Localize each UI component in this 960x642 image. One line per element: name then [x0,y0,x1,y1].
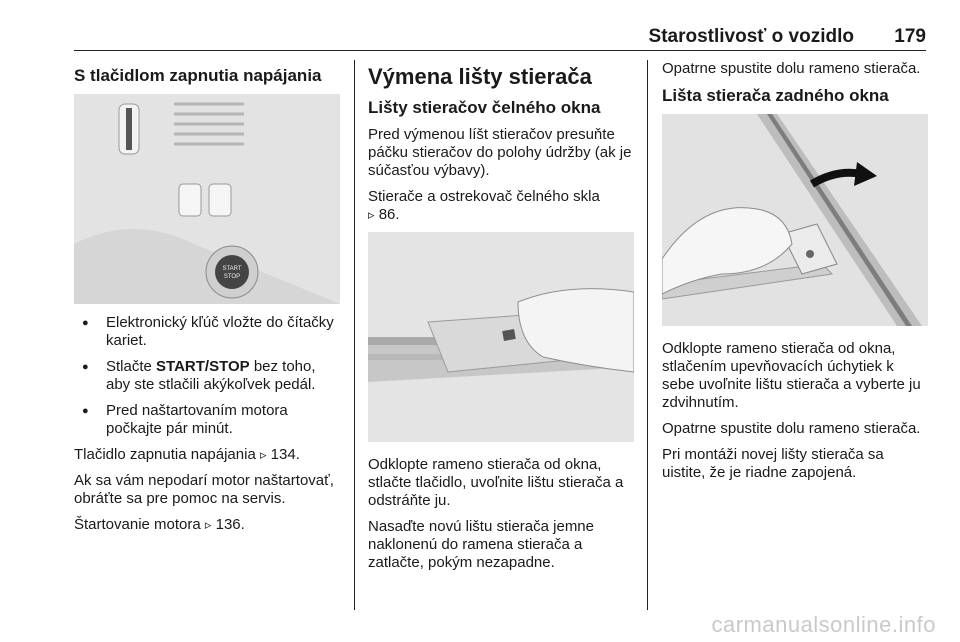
reference-arrow-icon: ▹ [368,207,375,222]
chapter-heading: Výmena lišty stierača [368,64,592,89]
paragraph: Odklopte rameno stierača od okna, stlačte tlačidlo, uvoľnite lištu stierača a odstráňte ju. [368,456,624,509]
rear-wiper-illustration [662,114,928,326]
sub-heading: Lišty stieračov čelného okna [368,98,601,117]
svg-text:STOP: STOP [223,274,241,280]
chapter-title: Starostlivosť o vozidlo [648,26,854,47]
svg-text:START: START [222,266,242,272]
column-divider [354,60,355,610]
paragraph: Opatrne spustite dolu rameno stierača. [662,420,921,437]
power-button-illustration [74,94,340,304]
page-header [74,26,926,51]
column-1 [74,60,342,542]
paragraph: Odklopte rameno stierača od okna, stlačením upevňovacích úchytiek k sebe uvoľnite lištu stierača a vyberte ju zdvihnutím. [662,340,921,411]
paragraph: Tlačidlo zapnutia napájania ▹ 134. [74,446,300,463]
paragraph: Pri montáži novej lišty stierača sa uistite, že je riadne zapojená. [662,446,884,481]
paragraph: Opatrne spustite dolu rameno stierača. [662,60,921,77]
paragraph: Pred výmenou líšt stieračov presuňte páčku stieračov do polohy údržby (ak je súčasťou výbavy). [368,126,632,179]
column-2 [368,60,634,580]
reference-arrow-icon: ▹ [204,517,212,532]
paragraph: Štartovanie motora ▹ 136. [74,516,245,533]
list-item: ● Stlačte START/STOP bez toho, aby ste stlačili akýkoľvek pedál. [74,358,342,394]
paragraph: Stierače a ostrekovač čelného skla ▹ 86. [368,188,600,223]
list-item: ● Elektronický kľúč vložte do čítačky kariet. [74,314,342,350]
paragraph: Ak sa vám nepodarí motor naštartovať, obráťte sa pre pomoc na servis. [74,472,334,507]
column-3 [662,60,928,490]
instruction-list [74,314,342,438]
paragraph: Nasaďte novú lištu stierača jemne naklonenú do ramena stierača a zatlačte, pokým nezapadne. [368,518,594,571]
section-heading: S tlačidlom zapnutia napájania [74,66,322,85]
watermark: carmanualsonline.info [711,612,936,637]
list-item: ● Pred naštartovaním motora počkajte pár minút. [74,402,342,438]
page-number: 179 [894,26,926,47]
column-divider [647,60,648,610]
windshield-wiper-illustration [368,232,634,442]
reference-arrow-icon: ▹ [259,447,267,462]
sub-heading: Lišta stierača zadného okna [662,86,889,105]
